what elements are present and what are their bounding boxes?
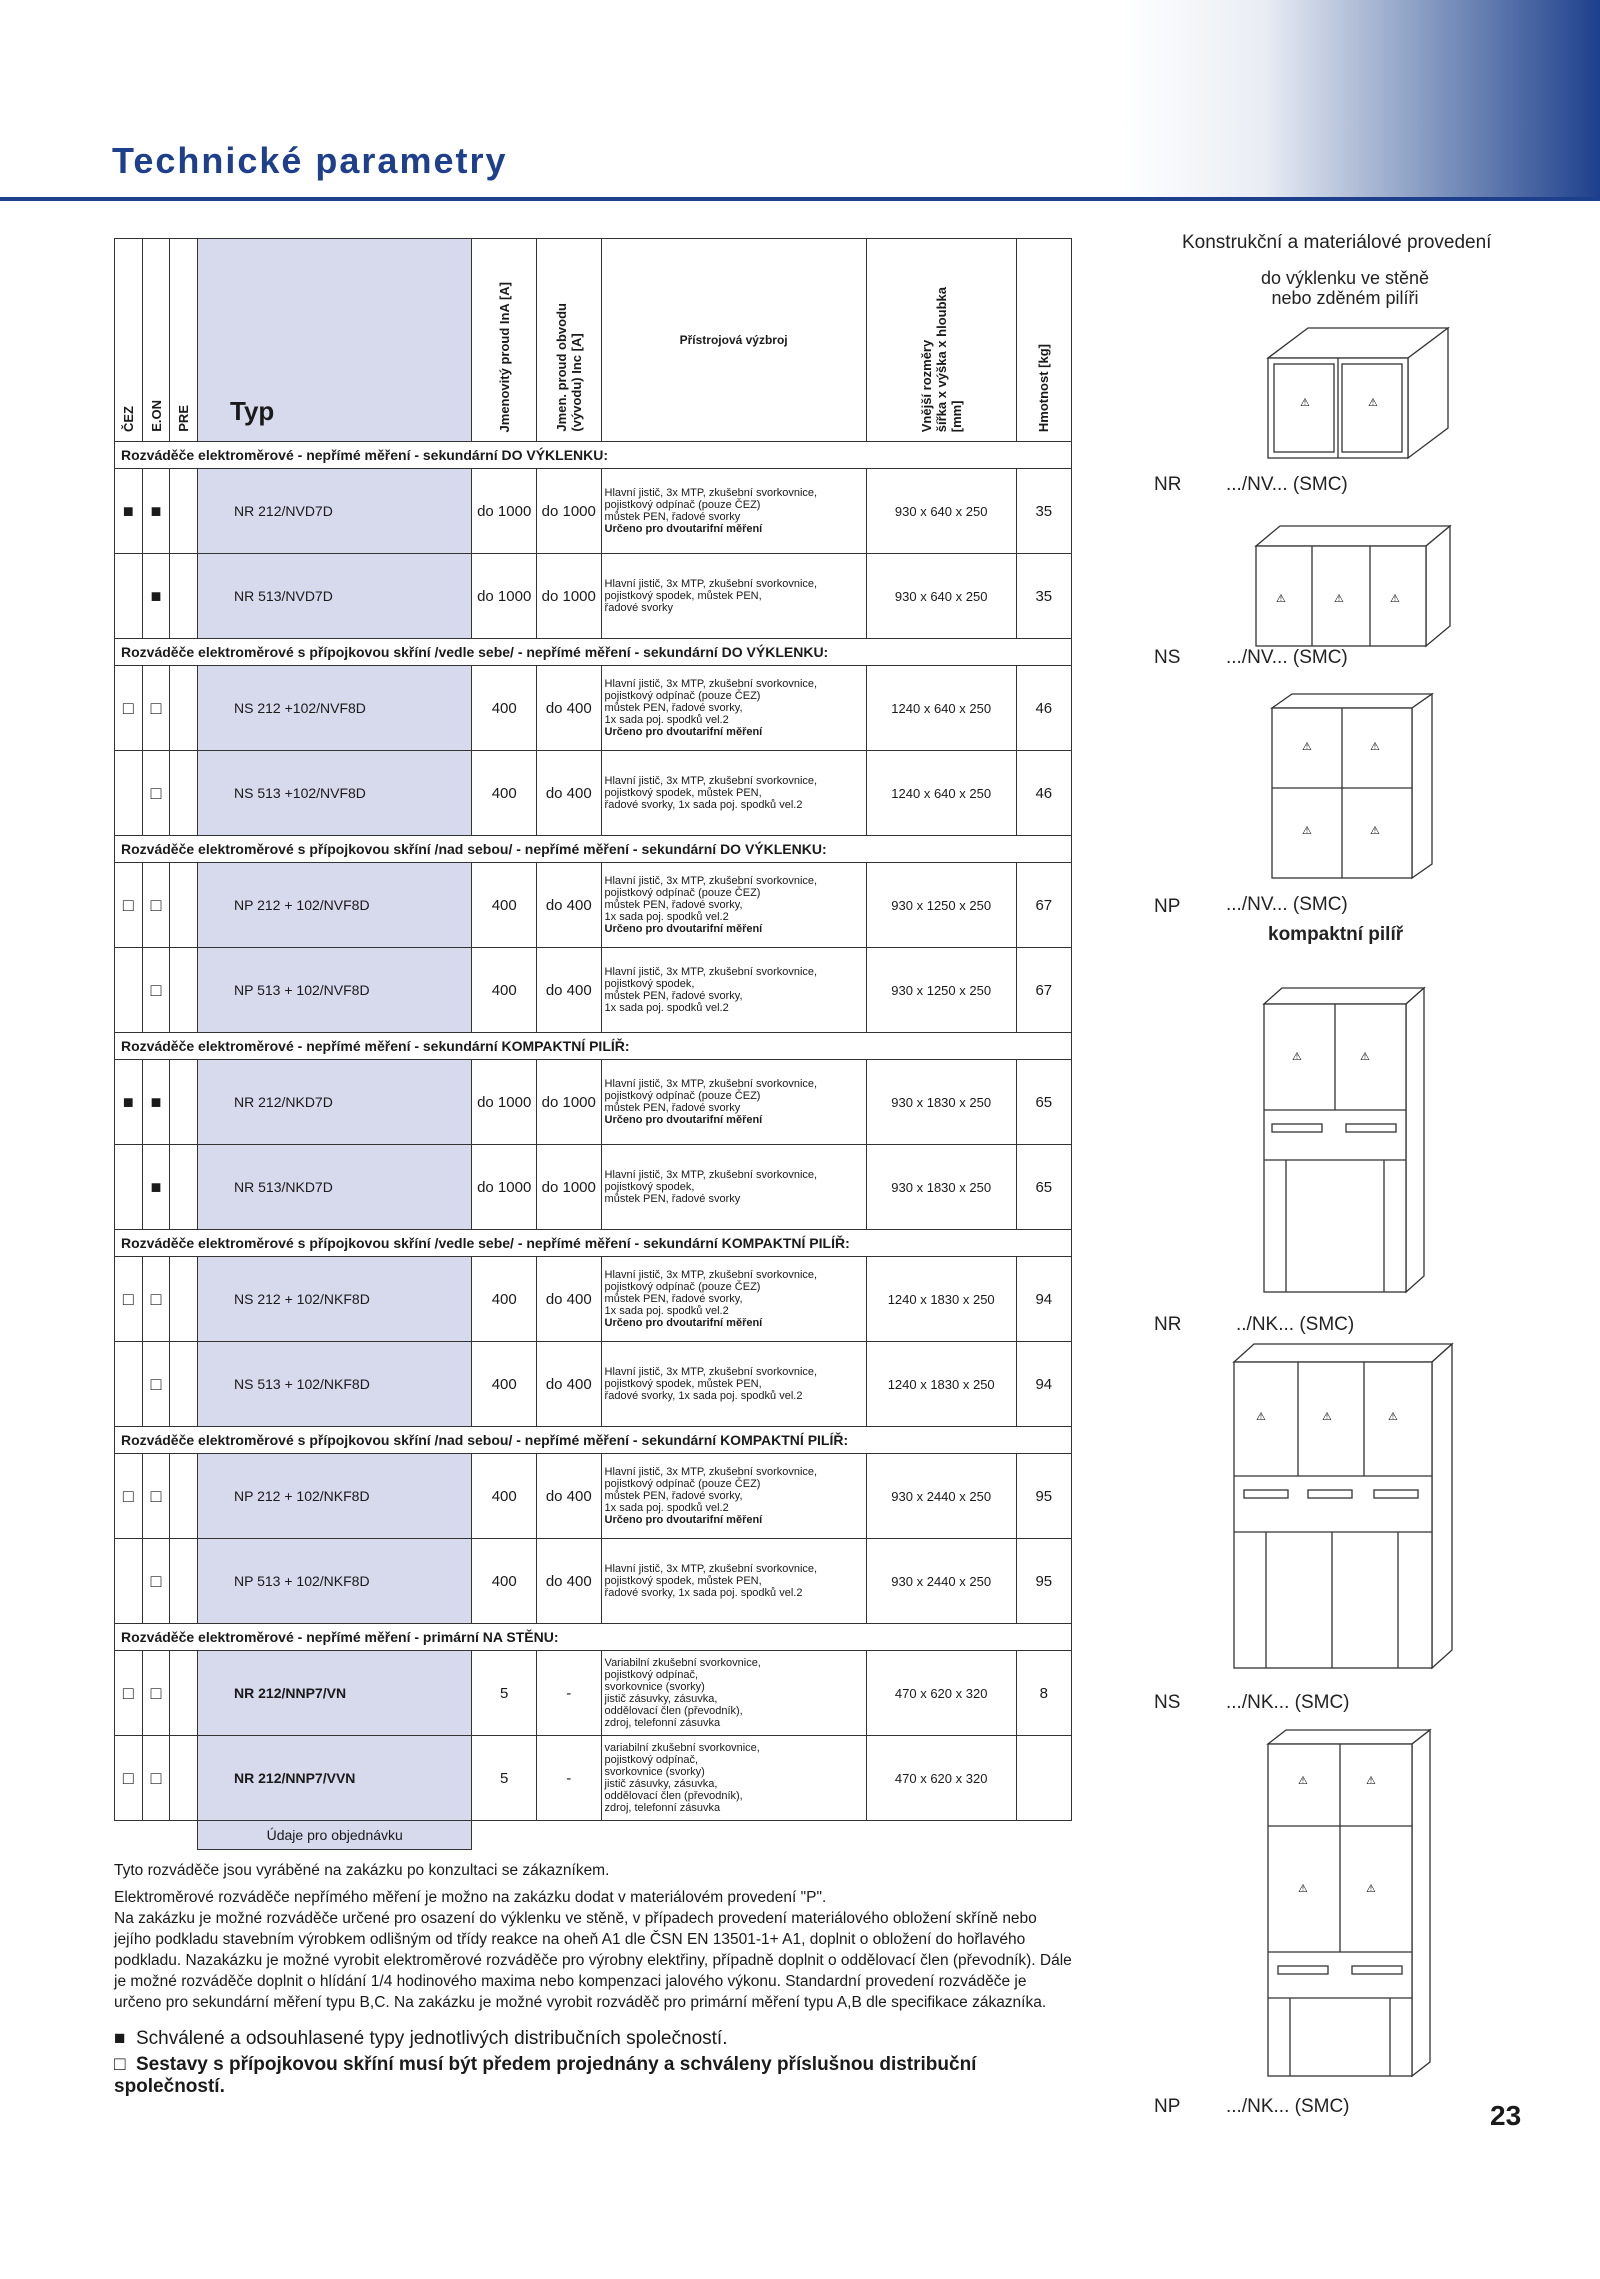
rated-current-cell: do 1000 [472, 1145, 537, 1230]
variant-prefix: NP [1154, 896, 1181, 917]
equipment-line: můstek PEN, řadové svorky [604, 1102, 741, 1114]
circuit-current-cell: - [536, 1736, 601, 1821]
cez-mark: □ [115, 1651, 143, 1736]
type-cell: NP 513 + 102/NVF8D [198, 948, 472, 1033]
weight-cell: 95 [1016, 1454, 1071, 1539]
cez-mark: □ [115, 1736, 143, 1821]
header-row [115, 239, 1072, 442]
variant-suffix: .../NV... (SMC) [1226, 894, 1348, 915]
equipment-line: můstek PEN, řadové svorky, [604, 702, 743, 714]
equipment-line: 1x sada poj. spodků vel.2 [604, 1305, 729, 1317]
equipment-line: pojistkový odpínač (pouze ČEZ) [604, 887, 761, 899]
eon-mark: □ [142, 1651, 170, 1736]
equipment-line: 1x sada poj. spodků vel.2 [604, 1502, 729, 1514]
rated-current-cell: 400 [472, 1342, 537, 1427]
equipment-line: Hlavní jistič, 3x MTP, zkušební svorkovnice, [604, 678, 818, 690]
equipment-line: variabilní zkušební svorkovnice, [604, 1742, 760, 1754]
equipment-line: řadové svorky, 1x sada poj. spodků vel.2 [604, 1390, 803, 1402]
equipment-line: pojistkový spodek, [604, 1181, 695, 1193]
section-title: Rozváděče elektroměrové s přípojkovou skříní /vedle sebe/ - nepřímé měření - sekundární KOMPAKTNÍ PILÍŘ: [115, 1230, 1072, 1257]
dimensions-cell: 930 x 640 x 250 [866, 554, 1016, 639]
dimensions-cell: 1240 x 640 x 250 [866, 751, 1016, 836]
equipment-cell [601, 1342, 866, 1427]
type-cell: NR 212/NNP7/VVN [198, 1736, 472, 1821]
section-header-row [115, 639, 1072, 666]
dimensions-cell: 470 x 620 x 320 [866, 1651, 1016, 1736]
weight-cell: 46 [1016, 666, 1071, 751]
equipment-line: zdroj, telefonní zásuvka [604, 1717, 721, 1729]
table-row [115, 751, 1072, 836]
table-row [115, 666, 1072, 751]
equipment-cell [601, 1060, 866, 1145]
page-title: Technické parametry [112, 140, 508, 181]
equipment-line: pojistkový spodek, můstek PEN, [604, 590, 762, 602]
rated-current-cell: 5 [472, 1736, 537, 1821]
cez-mark [115, 1342, 143, 1427]
variant-suffix: .../NV... (SMC) [1226, 474, 1348, 495]
variant-prefix: NR [1154, 474, 1182, 495]
empty-square-icon: □ [114, 2054, 126, 2075]
circuit-current-cell: do 400 [536, 948, 601, 1033]
equipment-cell [601, 1257, 866, 1342]
pre-mark [170, 666, 198, 751]
type-cell: NP 212 + 102/NKF8D [198, 1454, 472, 1539]
weight-cell: 35 [1016, 469, 1071, 554]
type-cell: NS 513 +102/NVF8D [198, 751, 472, 836]
pre-mark [170, 751, 198, 836]
equipment-line: pojistkový odpínač (pouze ČEZ) [604, 1090, 761, 1102]
filled-square-icon: ■ [114, 2028, 126, 2049]
section-header-row [115, 1033, 1072, 1060]
equipment-line: Hlavní jistič, 3x MTP, zkušební svorkovnice, [604, 578, 818, 590]
section-header-row [115, 836, 1072, 863]
equipment-line: svorkovnice (svorky) [604, 1681, 705, 1693]
type-cell: NR 212/NVD7D [198, 469, 472, 554]
table-row [115, 1257, 1072, 1342]
equipment-line: Hlavní jistič, 3x MTP, zkušební svorkovnice, [604, 1169, 818, 1181]
cez-mark [115, 1539, 143, 1624]
equipment-cell [601, 554, 866, 639]
eon-mark: ■ [142, 469, 170, 554]
cez-mark: □ [115, 666, 143, 751]
equipment-line: 1x sada poj. spodků vel.2 [604, 714, 729, 726]
legend-empty [114, 2054, 1074, 2098]
weight-cell: 67 [1016, 948, 1071, 1033]
equipment-cell [601, 1651, 866, 1736]
dimensions-cell: 930 x 2440 x 250 [866, 1454, 1016, 1539]
dimensions-cell: 930 x 640 x 250 [866, 469, 1016, 554]
equipment-cell [601, 1454, 866, 1539]
circuit-current-cell: do 400 [536, 751, 601, 836]
page-number: 23 [1490, 2100, 1522, 2131]
dimensions-cell: 930 x 1250 x 250 [866, 863, 1016, 948]
cez-mark [115, 554, 143, 639]
rated-current-cell: 400 [472, 666, 537, 751]
svg-text:⚠: ⚠ [1256, 1410, 1266, 1423]
weight-cell: 94 [1016, 1257, 1071, 1342]
equipment-cell [601, 1736, 866, 1821]
table-row [115, 1454, 1072, 1539]
equipment-line: řadové svorky [604, 602, 674, 614]
cez-mark: ■ [115, 1060, 143, 1145]
circuit-current-cell: do 1000 [536, 1145, 601, 1230]
pre-mark [170, 1060, 198, 1145]
eon-mark: □ [142, 1454, 170, 1539]
type-cell: NR 513/NVD7D [198, 554, 472, 639]
cabinet-illustration-ns-niche [1246, 516, 1460, 656]
equipment-line: Hlavní jistič, 3x MTP, zkušební svorkovnice, [604, 775, 818, 787]
equipment-note: Určeno pro dvoutarifní měření [604, 1317, 763, 1329]
type-cell: NP 513 + 102/NKF8D [198, 1539, 472, 1624]
section-header-row [115, 1624, 1072, 1651]
equipment-line: 1x sada poj. spodků vel.2 [604, 1002, 729, 1014]
variant-prefix: NS [1154, 647, 1181, 668]
type-cell: NP 212 + 102/NVF8D [198, 863, 472, 948]
header-circuit-current: Jmen. proud obvodu (vývodu) Inc [A] [536, 239, 601, 442]
equipment-line: řadové svorky, 1x sada poj. spodků vel.2 [604, 799, 803, 811]
cez-mark: □ [115, 1257, 143, 1342]
variant-prefix: NR [1154, 1314, 1182, 1335]
equipment-line: jistič zásuvky, zásuvka, [604, 1778, 718, 1790]
equipment-line: pojistkový odpínač, [604, 1754, 699, 1766]
notes [114, 1860, 1074, 2019]
pre-mark [170, 1539, 198, 1624]
eon-mark: ■ [142, 1060, 170, 1145]
equipment-note: Určeno pro dvoutarifní měření [604, 726, 763, 738]
circuit-current-cell: do 1000 [536, 554, 601, 639]
equipment-cell [601, 1539, 866, 1624]
eon-mark: □ [142, 1539, 170, 1624]
equipment-cell [601, 666, 866, 751]
equipment-line: můstek PEN, řadové svorky [604, 511, 741, 523]
cez-mark [115, 1145, 143, 1230]
pre-mark [170, 948, 198, 1033]
pre-mark [170, 469, 198, 554]
equipment-line: můstek PEN, řadové svorky [604, 1193, 741, 1205]
equipment-line: řadové svorky, 1x sada poj. spodků vel.2 [604, 1587, 803, 1599]
equipment-note: Určeno pro dvoutarifní měření [604, 923, 763, 935]
equipment-line: Hlavní jistič, 3x MTP, zkušební svorkovnice, [604, 1078, 818, 1090]
equipment-line: jistič zásuvky, zásuvka, [604, 1693, 718, 1705]
rated-current-cell: 400 [472, 863, 537, 948]
section-title: Rozváděče elektroměrové s přípojkovou skříní /nad sebou/ - nepřímé měření - sekundární KOMPAKTNÍ PILÍŘ: [115, 1427, 1072, 1454]
header-rated-current: Jmenovitý proud InA [A] [472, 239, 537, 442]
variant-prefix: NS [1154, 1692, 1181, 1713]
svg-text:⚠: ⚠ [1334, 592, 1344, 605]
variant-suffix: ../NK... (SMC) [1236, 1314, 1355, 1335]
equipment-line: pojistkový spodek, můstek PEN, [604, 787, 762, 799]
equipment-line: zdroj, telefonní zásuvka [604, 1802, 721, 1814]
section-title: Rozváděče elektroměrové - nepřímé měření - sekundární DO VÝKLENKU: [115, 442, 1072, 469]
empty-cell [472, 1821, 1072, 1850]
table-row [115, 554, 1072, 639]
equipment-line: svorkovnice (svorky) [604, 1766, 705, 1778]
equipment-line: Hlavní jistič, 3x MTP, zkušební svorkovnice, [604, 1563, 818, 1575]
table-row [115, 863, 1072, 948]
pre-mark [170, 1257, 198, 1342]
circuit-current-cell: - [536, 1651, 601, 1736]
equipment-line: oddělovací člen (převodník), [604, 1790, 743, 1802]
weight-cell [1016, 1736, 1071, 1821]
dimensions-cell: 1240 x 1830 x 250 [866, 1257, 1016, 1342]
corner-gradient [1120, 0, 1600, 200]
svg-text:⚠: ⚠ [1388, 1410, 1398, 1423]
cabinet-illustration-nr-niche [1258, 318, 1458, 478]
rated-current-cell: do 1000 [472, 1060, 537, 1145]
equipment-line: Hlavní jistič, 3x MTP, zkušební svorkovnice, [604, 1269, 818, 1281]
rated-current-cell: do 1000 [472, 554, 537, 639]
empty-cell [115, 1821, 198, 1850]
svg-text:⚠: ⚠ [1390, 592, 1400, 605]
svg-text:⚠: ⚠ [1298, 1882, 1308, 1895]
circuit-current-cell: do 1000 [536, 469, 601, 554]
note-1: Tyto rozváděče jsou vyráběné na zakázku po konzultaci se zákazníkem. [114, 1862, 610, 1879]
variant-suffix: .../NK... (SMC) [1226, 2096, 1350, 2117]
rated-current-cell: do 1000 [472, 469, 537, 554]
rated-current-cell: 5 [472, 1651, 537, 1736]
table-row [115, 1342, 1072, 1427]
section-title: Rozváděče elektroměrové - nepřímé měření - primární NA STĚNU: [115, 1624, 1072, 1651]
cabinet-illustration-nr-kompakt [1256, 980, 1436, 1300]
svg-text:⚠: ⚠ [1366, 1774, 1376, 1787]
equipment-line: pojistkový odpínač, [604, 1669, 699, 1681]
variant-suffix: .../NV... (SMC) [1226, 647, 1348, 668]
pre-mark [170, 1454, 198, 1539]
eon-mark: □ [142, 666, 170, 751]
variant-suffix: .../NK... (SMC) [1226, 1692, 1350, 1713]
header-dimensions: Vnější rozměry šířka x výška x hloubka [mm] [866, 239, 1016, 442]
pre-mark [170, 1651, 198, 1736]
weight-cell: 65 [1016, 1145, 1071, 1230]
equipment-note: Určeno pro dvoutarifní měření [604, 523, 763, 535]
weight-cell: 94 [1016, 1342, 1071, 1427]
rated-current-cell: 400 [472, 1454, 537, 1539]
equipment-line: můstek PEN, řadové svorky, [604, 899, 743, 911]
table-row [115, 1736, 1072, 1821]
equipment-line: oddělovací člen (převodník), [604, 1705, 743, 1717]
rated-current-cell: 400 [472, 751, 537, 836]
equipment-note: Určeno pro dvoutarifní měření [604, 1514, 763, 1526]
section-header-row [115, 442, 1072, 469]
svg-text:⚠: ⚠ [1370, 824, 1380, 837]
dimensions-cell: 930 x 1830 x 250 [866, 1060, 1016, 1145]
svg-text:⚠: ⚠ [1276, 592, 1286, 605]
equipment-line: pojistkový odpínač (pouze ČEZ) [604, 1478, 761, 1490]
construction-heading: Konstrukční a materiálové provedení [1182, 232, 1492, 253]
type-cell: NR 212/NNP7/VN [198, 1651, 472, 1736]
header-cez: ČEZ [115, 239, 143, 442]
table-row [115, 948, 1072, 1033]
table-row [115, 1060, 1072, 1145]
eon-mark: ■ [142, 1145, 170, 1230]
pre-mark [170, 863, 198, 948]
dimensions-cell: 930 x 1830 x 250 [866, 1145, 1016, 1230]
dimensions-cell: 930 x 1250 x 250 [866, 948, 1016, 1033]
note-3: Na zakázku je možné rozváděče určené pro osazení do výklenku ve stěně, v případech provedení materiálového obložení skříně nebo jejího podkladu stavebním výrobkem odlišným od třídy reakce na oheň A1 dle ČSN EN 13501-1+ A1, doplnit o obložení do hořlavého podkladu. Nazakázku je možné vyrobit elektroměrové rozváděče pro výrobny elektřiny, případně doplnit o oddělovací člen (převodník). Dále je možné rozváděče doplnit o hlídání 1/4 hodinového maxima nebo kompenzaci jalového výkonu. Standardní provedení rozváděče je určeno pro sekundární měření typu B,C. Na zakázku je možné vyrobit rozváděč pro primární měření typu A,B dle specifikace zákazníka. [114, 1910, 1072, 2011]
table-row [115, 1539, 1072, 1624]
cez-mark [115, 751, 143, 836]
equipment-line: pojistkový odpínač (pouze ČEZ) [604, 1281, 761, 1293]
header-weight: Hmotnost [kg] [1016, 239, 1071, 442]
equipment-cell [601, 751, 866, 836]
kompakt-heading: kompaktní pilíř [1268, 924, 1404, 945]
circuit-current-cell: do 1000 [536, 1060, 601, 1145]
svg-text:⚠: ⚠ [1292, 1050, 1302, 1063]
weight-cell: 67 [1016, 863, 1071, 948]
equipment-cell [601, 948, 866, 1033]
pre-mark [170, 1342, 198, 1427]
svg-text:⚠: ⚠ [1360, 1050, 1370, 1063]
header-eon: E.ON [142, 239, 170, 442]
eon-mark: □ [142, 863, 170, 948]
equipment-line: 1x sada poj. spodků vel.2 [604, 911, 729, 923]
equipment-note: Určeno pro dvoutarifní měření [604, 1114, 763, 1126]
type-cell: NS 212 + 102/NKF8D [198, 1257, 472, 1342]
rated-current-cell: 400 [472, 1257, 537, 1342]
table-row [115, 1651, 1072, 1736]
circuit-current-cell: do 400 [536, 863, 601, 948]
equipment-line: pojistkový odpínač (pouze ČEZ) [604, 690, 761, 702]
spec-table [114, 238, 1072, 1850]
pre-mark [170, 554, 198, 639]
eon-mark: □ [142, 1736, 170, 1821]
table-row [115, 1145, 1072, 1230]
table-row [115, 469, 1072, 554]
eon-mark: □ [142, 751, 170, 836]
title-rule [0, 197, 1600, 201]
equipment-cell [601, 863, 866, 948]
svg-text:⚠: ⚠ [1302, 740, 1312, 753]
table-body [115, 442, 1072, 1850]
construction-subheading: do výklenku ve stěně nebo zděném pilíři [1260, 268, 1430, 308]
equipment-line: pojistkový odpínač (pouze ČEZ) [604, 499, 761, 511]
equipment-line: Variabilní zkušební svorkovnice, [604, 1657, 761, 1669]
weight-cell: 95 [1016, 1539, 1071, 1624]
ordering-label: Údaje pro objednávku [198, 1821, 472, 1850]
equipment-line: Hlavní jistič, 3x MTP, zkušební svorkovnice, [604, 1466, 818, 1478]
cabinet-illustration-ns-kompakt [1226, 1336, 1462, 1676]
header-equipment: Přístrojová výzbroj [601, 239, 866, 442]
weight-cell: 35 [1016, 554, 1071, 639]
cabinet-illustration-np-kompakt [1260, 1722, 1440, 2082]
equipment-line: můstek PEN, řadové svorky, [604, 1293, 743, 1305]
circuit-current-cell: do 400 [536, 666, 601, 751]
eon-mark: □ [142, 1257, 170, 1342]
type-cell: NR 212/NKD7D [198, 1060, 472, 1145]
legend-empty-text: Sestavy s přípojkovou skříní musí být předem projednány a schváleny příslušnou distribuční společností. [114, 2054, 977, 2097]
equipment-cell [601, 1145, 866, 1230]
svg-text:⚠: ⚠ [1298, 1774, 1308, 1787]
note-2: Elektroměrové rozváděče nepřímého měření je možno na zakázku dodat v materiálovém provedení "P". [114, 1889, 827, 1906]
svg-text:⚠: ⚠ [1370, 740, 1380, 753]
rated-current-cell: 400 [472, 948, 537, 1033]
section-header-row [115, 1230, 1072, 1257]
equipment-cell [601, 469, 866, 554]
variant-prefix: NP [1154, 2096, 1181, 2117]
pre-mark [170, 1145, 198, 1230]
equipment-line: Hlavní jistič, 3x MTP, zkušební svorkovnice, [604, 966, 818, 978]
cez-mark: □ [115, 863, 143, 948]
svg-text:⚠: ⚠ [1366, 1882, 1376, 1895]
section-header-row [115, 1427, 1072, 1454]
type-cell: NS 513 + 102/NKF8D [198, 1342, 472, 1427]
rated-current-cell: 400 [472, 1539, 537, 1624]
equipment-line: můstek PEN, řadové svorky, [604, 990, 743, 1002]
cabinet-illustration-np-niche [1262, 688, 1442, 888]
dimensions-cell: 470 x 620 x 320 [866, 1736, 1016, 1821]
legend [114, 2028, 1074, 2102]
svg-text:⚠: ⚠ [1368, 396, 1378, 409]
equipment-line: Hlavní jistič, 3x MTP, zkušební svorkovnice, [604, 1366, 818, 1378]
circuit-current-cell: do 400 [536, 1539, 601, 1624]
equipment-line: pojistkový spodek, [604, 978, 695, 990]
svg-text:⚠: ⚠ [1300, 396, 1310, 409]
circuit-current-cell: do 400 [536, 1454, 601, 1539]
svg-text:⚠: ⚠ [1322, 1410, 1332, 1423]
circuit-current-cell: do 400 [536, 1257, 601, 1342]
ordering-row [115, 1821, 1072, 1850]
weight-cell: 46 [1016, 751, 1071, 836]
pre-mark [170, 1736, 198, 1821]
header-pre: PRE [170, 239, 198, 442]
weight-cell: 8 [1016, 1651, 1071, 1736]
svg-text:⚠: ⚠ [1302, 824, 1312, 837]
type-cell: NS 212 +102/NVF8D [198, 666, 472, 751]
header-typ: Typ [198, 239, 472, 442]
equipment-line: můstek PEN, řadové svorky, [604, 1490, 743, 1502]
eon-mark: □ [142, 1342, 170, 1427]
dimensions-cell: 930 x 2440 x 250 [866, 1539, 1016, 1624]
cez-mark [115, 948, 143, 1033]
section-title: Rozváděče elektroměrové s přípojkovou skříní /nad sebou/ - nepřímé měření - sekundární DO VÝKLENKU: [115, 836, 1072, 863]
eon-mark: ■ [142, 554, 170, 639]
equipment-line: Hlavní jistič, 3x MTP, zkušební svorkovnice, [604, 487, 818, 499]
weight-cell: 65 [1016, 1060, 1071, 1145]
dimensions-cell: 1240 x 640 x 250 [866, 666, 1016, 751]
cez-mark: □ [115, 1454, 143, 1539]
equipment-line: Hlavní jistič, 3x MTP, zkušební svorkovnice, [604, 875, 818, 887]
equipment-line: pojistkový spodek, můstek PEN, [604, 1575, 762, 1587]
circuit-current-cell: do 400 [536, 1342, 601, 1427]
equipment-line: pojistkový spodek, můstek PEN, [604, 1378, 762, 1390]
type-cell: NR 513/NKD7D [198, 1145, 472, 1230]
cez-mark: ■ [115, 469, 143, 554]
section-title: Rozváděče elektroměrové - nepřímé měření - sekundární KOMPAKTNÍ PILÍŘ: [115, 1033, 1072, 1060]
eon-mark: □ [142, 948, 170, 1033]
legend-filled [114, 2028, 1074, 2050]
legend-filled-text: Schválené a odsouhlasené typy jednotlivých distribučních společností. [136, 2028, 728, 2049]
section-title: Rozváděče elektroměrové s přípojkovou skříní /vedle sebe/ - nepřímé měření - sekundární DO VÝKLENKU: [115, 639, 1072, 666]
dimensions-cell: 1240 x 1830 x 250 [866, 1342, 1016, 1427]
